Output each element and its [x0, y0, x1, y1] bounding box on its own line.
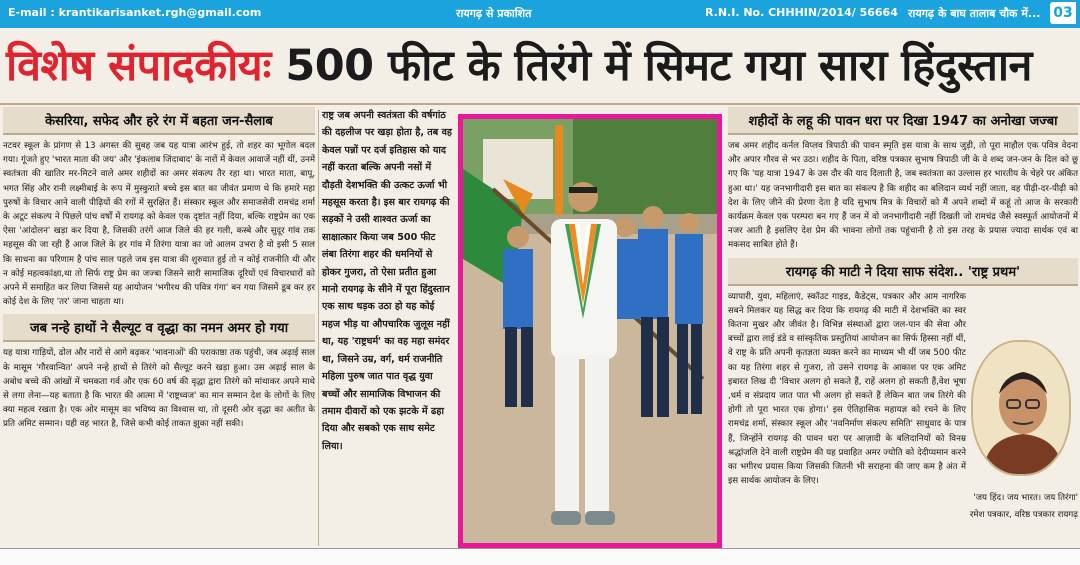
- event-photo: [458, 114, 722, 548]
- page-headline: [6, 33, 1076, 99]
- left-subheading-2: जब नन्हे हाथों ने सैल्यूट व वृद्धा का नमन अमर हो गया: [3, 314, 315, 342]
- signature-author: रमेश पत्रकार, वरिष्ठ पत्रकार रायगढ़: [969, 510, 1078, 521]
- email-text: E-mail : krantikarisanket.rgh@gmail.com: [8, 6, 262, 19]
- headline-rule: [0, 103, 1080, 105]
- middle-paragraph: राष्ट्र जब अपनी स्वतंत्रता की वर्षगांठ की दहलीज पर खड़ा होता है, तब वह केवल पन्नों पर दर्ज इतिहास को याद नहीं करता बल्कि अपनी नसों में दौड़ती देशभक्ति की उत्कट ऊर्जा भी महसूस करता है। इस बार रायगढ़ की सड़कों ने उसी शाश्वत ऊर्जा का साक्षात्कार किया जब 500 फीट लंबा तिरंगा शहर की धमनियों से होकर गुजरा, तो ऐसा प्रतीत हुआ मानो रायगढ़ के सीने में पूरा हिंदुस्तान एक साथ धड़क उठा हो यह कोई महज भीड़ या औपचारिक जुलूस नहीं था, यह 'राष्ट्रधर्म' का वह महा समंदर था, जिसने उम्र, वर्ग, धर्म राजनीति महिला पुरुष जात पात वृद्ध युवा बच्चों और सामाजिक विभाजन की तमाम दीवारों को एक झटके में ढहा दिया और सबको एक साथ समेट लिया।: [322, 110, 453, 452]
- right-paragraph-1: जब अमर शहीद कर्नल विप्लव त्रिपाठी की पावन स्मृति इस यात्रा के साथ जुड़ी, तो पूरा माहौल एक पवित्र वेदना और अपार गौरव से भर उठा। शहीद के पिता, वरिष्ठ पत्रकार सुभाष त्रिपाठी जी के वे शब्द जन-जन के दिल को छू गए कि 'यह यात्रा 1947 के उस दौर की याद दिलाती है, जब स्वतंत्रता का उल्लास हर भारतीय के चेहरे पर अंकित हुआ था।' यह जनभागीदारी इस बात का संकल्प है कि शहीद का बलिदान व्यर्थ नहीं जाता, वह पीढ़ी-दर-पीढ़ी को देश के लिए जीने की प्रेरणा देता है यदि सुभाष मित्र के विचारों को मैं अपने शब्दों में कहूं तो आज के सरकारी कार्यक्रम केवल एक परम्परा बन गए हैं जन में वो जनभागीदारी नहीं दिखती जो रामचंद्र जैसे स्वस्फूर्त आयोजनों में नजर आती है इसलिए देश प्रेम की भावना लोगों तक पहुंचानी है तो इस तरह के प्रयास ज्यादा सार्थक एवं बा मकसद साबित होते हैं।: [728, 141, 1078, 251]
- left-paragraph-2: यह यात्रा गाड़ियों, ढोल और नारों से आगे बढ़कर 'भावनाओं' की पराकाष्ठा तक पहुंची, जब अढ़ाई साल के मासूम 'गौरवान्वित' अपने नन्हे हाथों से तिरंगे को सैल्यूट करने खड़ा हुआ। उस अढ़ाई साल के अबोध बच्चे की आंखों में चमकता गर्व और एक 60 वर्ष की वृद्धा द्वारा तिरंगे को मांथाकर अपने माथे से लगा लेना—यह बताता है कि भारत की आत्मा में 'राष्ट्रध्वज' का मान सम्मान देश के लोगों के लिए क्या महत्व रखता है। एक ओर मासूम का भविष्य का विश्वास था, तो दूसरी ओर वृद्धा का अतीत के प्रति अमिट सम्मान। यही वह भारत है, जिसे कभी कोई ताकत झुका नहीं सकी।: [3, 348, 315, 430]
- signature-slogan: 'जय हिंद। जय भारत। जय तिरंगा': [973, 493, 1078, 504]
- masthead-bar: [0, 0, 1080, 28]
- right-paragraph-2: व्यापारी, युवा, महिलाएं, स्कॉउट गाइड, कैडेट्स, पत्रकार और आम नागरिक सबने मिलकर यह सिद्ध कर दिया कि रायगढ़ की माटी में देशभक्ति का स्वर कितना मुखर और जीवंत है। विभिन्न संस्थाओं द्वारा जल-पान की सेवा और बच्चों द्वारा लाई डंडे व सांस्कृतिक प्रस्तुतियां आयोजन का सिर्फ हिस्सा नहीं थीं, वे राष्ट्र के प्रति अपनी कृतज्ञता व्यक्त करने का माध्यम भी थीं जब 500 फीट का यह तिरंगा शहर से गुजरा, तो उसने रायगढ़ के आकाश पर एक अमिट इबारत लिख दी 'विचार अलग हो सकते हैं, राहें अलग हो सकती हैं,वेश भूषा ,धर्म व संप्रदाय जात पात भी अलग हो सकते हैं लेकिन बात जब तिरंगे की होगी तो पूरा भारत एक होगा।' इस ऐतिहासिक महायज्ञ को रचने के लिए रामचंद्र शर्मा, संस्कार स्कूल और 'नवनिर्माण संकल्प समिति' साधुवाद के पात्र हैं, जिन्होंने रायगढ़ की पावन धरा पर आज़ादी के बलिदानियों को विनम्र श्रद्धांजलि देने वाली राष्ट्रप्रेम की यह प्रवाहित अमर ज्योति को देदीप्यमान करने का भगीरथ प्रयास किया जिसकी जितनी भी सराहना की जाए कम है अंत में इस सार्थक आयोजन के लिए।: [728, 291, 966, 487]
- location-ticker: रायगढ़ के बाघ तालाब चौक में...: [908, 7, 1041, 20]
- column-divider: [318, 110, 319, 546]
- tiranga-yatra-photo: [463, 119, 717, 543]
- left-subheading-1: केसरिया, सफेद और हरे रंग में बहता जन-सैलाब: [3, 107, 315, 135]
- headline-main: 500 फीट के तिरंगे में सिमट गया सारा हिंदुस्तान: [270, 41, 1032, 91]
- left-paragraph-1: नटवर स्कूल के प्रांगण से 13 अगस्त की सुबह जब यह यात्रा आरंभ हुई, तो शहर का भूगोल बदल गया। गूंजते हुए 'भारत माता की जय' और 'इंकलाब जिंदाबाद' के नारों में केवल आवाजें नहीं थीं, उनमें स्वतंत्रता की खातिर मर-मिटने वाले अमर शहीदों का अमर संकल्प तैर रहा था। भारत माता, बापू, भगत सिंह और रानी लक्ष्मीबाई के रूप में मुस्कुराते बच्चे इस बात का जीवंत प्रमाण थे कि हमारे महा पुरुषों के विचार आने वाली पीढ़ियों की रगों में सुरक्षित हैं। संस्कार स्कूल और समाजसेवी रामचंद्र शर्मा के अटूट संकल्प ने पिछले पांच वर्षों में रायगढ़ को केवल एक दृष्टांत नहीं दिया, बल्कि राष्ट्रप्रेम का एक ऐसा 'आंदोलन' खड़ा कर दिया है, जिसकी तरंगें आज जिले की हर गली, कस्बे और सुदूर गांव तक महसूस की जा रही हैं आज जिले के हर गांव में तिरंगा यात्रा का जो आलम उभरा है वो इसी 5 साल कि साधना का परिणाम है पांच साल पहले जब इस यात्रा की शुरुवात हुई तो न कोई राजनीति थी और न कोई महत्वकांक्षा,था तो सिर्फ राष्ट्र प्रेम का जज्बा जिसने सारी सामाजिक दूरियों एवं विचारधारों को अपने में समाहित कर लिया जिससे यह आयोजन 'भगीरथ की पवित्र गंगा' बन गया जिसमें डूब कर हर कोई देश के लिए 'तर' जाना चाहता था।: [3, 141, 315, 308]
- published-from: रायगढ़ से प्रकाशित: [456, 7, 532, 20]
- left-column: [3, 107, 315, 547]
- bottom-strip: [0, 548, 1080, 565]
- right-subheading-1: शहीदों के लहू की पावन धरा पर दिखा 1947 का अनोखा जज्बा: [728, 107, 1078, 135]
- right-subheading-2: रायगढ़ की माटी ने दिया साफ संदेश.. 'राष्ट्र प्रथम': [728, 258, 1078, 286]
- author-portrait: [971, 340, 1071, 476]
- headline-prefix: विशेष संपादकीयः: [6, 41, 271, 91]
- middle-column: [322, 107, 452, 547]
- page-number: 03: [1050, 2, 1076, 24]
- portrait-image: [973, 342, 1071, 476]
- right-column: [728, 107, 1078, 547]
- rni-number: R.N.I. No. CHHHIN/2014/ 56664: [705, 6, 898, 19]
